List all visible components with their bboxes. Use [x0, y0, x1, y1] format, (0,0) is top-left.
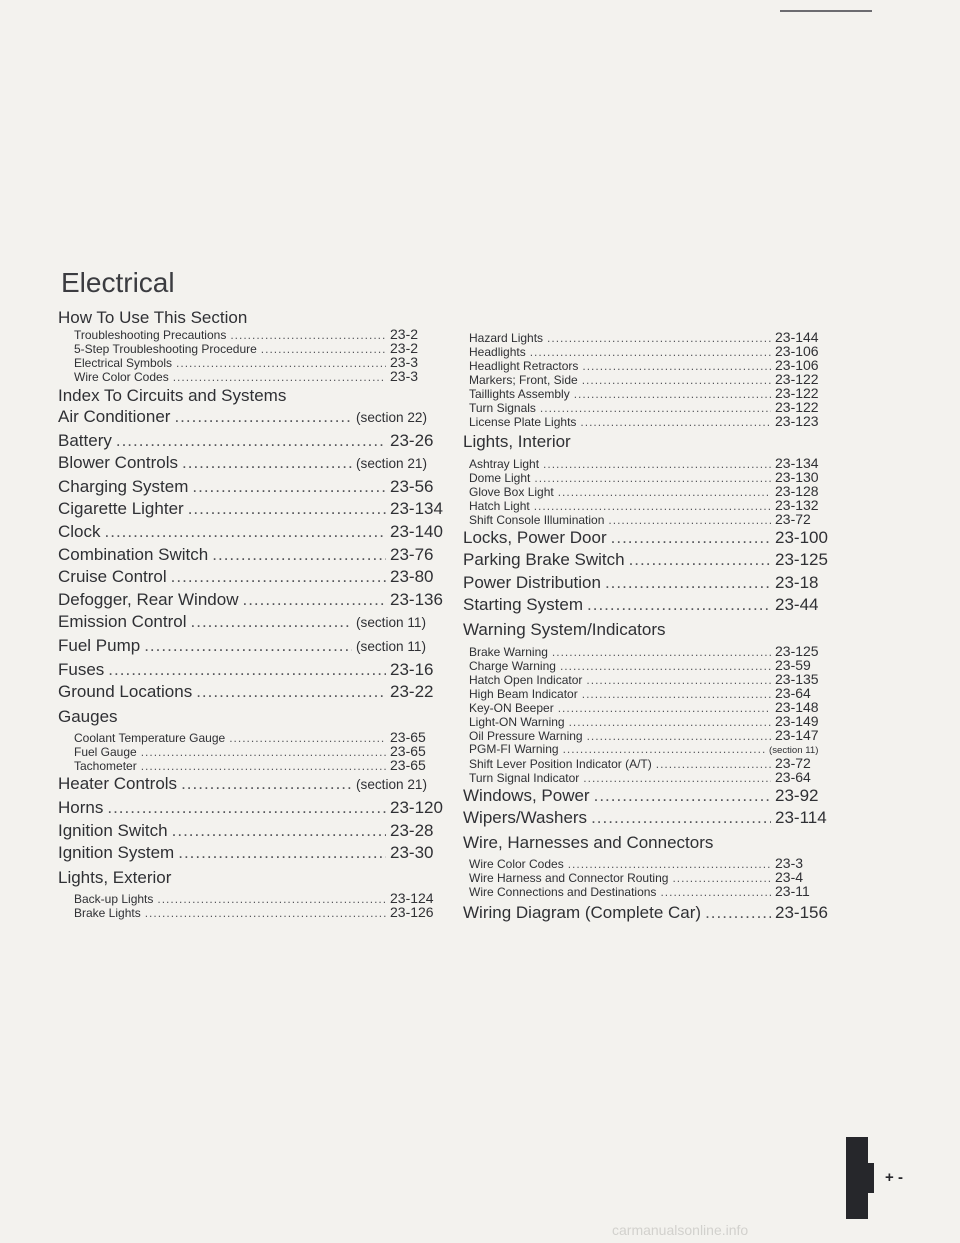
- entry-label: Charging System: [58, 476, 189, 496]
- entry-label: Shift Lever Position Indicator (A/T): [469, 756, 652, 771]
- entry-label: Ignition Switch: [58, 820, 168, 840]
- entry-page: 23-114: [775, 808, 827, 828]
- leader-dots: [192, 476, 386, 499]
- entry-label: Locks, Power Door: [463, 527, 607, 547]
- entry-label: Hatch Open Indicator: [469, 672, 583, 687]
- leader-dots: [672, 872, 771, 885]
- toc-entry: [463, 415, 843, 429]
- leader-dots: [261, 343, 386, 356]
- toc-entry: [463, 785, 843, 808]
- toc-entry: [58, 476, 458, 499]
- toc-entry: [58, 544, 458, 567]
- entry-label: Clock: [58, 521, 101, 541]
- toc-entry: [58, 635, 458, 659]
- leader-dots: [157, 893, 386, 906]
- entry-page: 23-26: [390, 430, 434, 450]
- leader-dots: [534, 500, 771, 513]
- entry-label: Battery: [58, 430, 112, 450]
- leader-dots: [181, 773, 352, 796]
- toc-entry: [58, 773, 458, 797]
- entry-label: Power Distribution: [463, 572, 601, 592]
- entry-label: Brake Lights: [74, 906, 141, 921]
- entry-label: Ignition System: [58, 843, 175, 863]
- entry-page: 23-125: [775, 642, 819, 659]
- entry-page: 23-148: [775, 698, 819, 715]
- entry-label: Dome Light: [469, 470, 531, 485]
- entry-label: Wire Connections and Destinations: [469, 885, 657, 900]
- entry-page: 23-134: [390, 499, 443, 519]
- entry-label: Shift Console Illumination: [469, 512, 605, 527]
- toc-entry: [58, 498, 458, 521]
- entry-page: 23-76: [390, 544, 434, 564]
- entry-label: Wiring Diagram (Complete Car): [463, 903, 702, 923]
- entry-label: Cruise Control: [58, 567, 167, 587]
- leader-dots: [141, 760, 386, 773]
- entry-label: Fuel Pump: [58, 635, 141, 655]
- leader-dots: [605, 572, 771, 595]
- toc-entry: [463, 768, 843, 785]
- entry-label: Key-ON Beeper: [469, 700, 554, 715]
- leader-dots: [608, 514, 771, 527]
- warning-list: [463, 642, 843, 785]
- entry-label: Brake Warning: [469, 644, 548, 659]
- entry-label: PGM-FI Warning: [469, 741, 559, 756]
- entry-label: Hatch Light: [469, 498, 530, 513]
- leader-dots: [173, 371, 386, 384]
- leader-dots: [172, 820, 386, 843]
- how-to-list: [58, 328, 458, 384]
- leader-dots: [594, 785, 771, 808]
- toc-entry: [463, 572, 843, 595]
- toc-entry: [58, 589, 458, 612]
- leader-dots: [552, 646, 771, 659]
- entry-page: 23-126: [390, 904, 434, 921]
- toc-entry: [463, 594, 843, 617]
- entry-label: Coolant Temperature Gauge: [74, 731, 226, 746]
- entry-label: Headlights: [469, 345, 526, 359]
- toc-entry: [463, 527, 843, 550]
- entry-page: 23-16: [390, 659, 434, 679]
- toc-entry: [58, 681, 458, 704]
- entry-page: (section 11): [356, 615, 427, 631]
- entry-page: 23-106: [775, 343, 819, 359]
- entry-page: 23-124: [390, 890, 434, 907]
- toc-entry: [463, 885, 843, 899]
- entry-label: Tachometer: [74, 759, 137, 774]
- entry-label: Back-up Lights: [74, 892, 154, 907]
- entry-page: 23-22: [390, 682, 434, 702]
- leader-dots: [660, 886, 771, 899]
- lights-exterior-list: [58, 892, 458, 920]
- entry-label: Ashtray Light: [469, 456, 540, 471]
- entry-label: Wire Harness and Connector Routing: [469, 871, 669, 886]
- entry-page: 23-3: [775, 855, 804, 872]
- plus-minus-icon: + -: [874, 1163, 914, 1193]
- toc-entry: [463, 549, 843, 572]
- entry-label: Heater Controls: [58, 774, 178, 794]
- section-heading-gauges: Gauges: [58, 706, 118, 726]
- entry-label: 5-Step Troubleshooting Procedure: [74, 342, 257, 356]
- entry-label: High Beam Indicator: [469, 686, 578, 701]
- entry-label: Turn Signals: [469, 401, 536, 415]
- entry-label: Combination Switch: [58, 544, 209, 564]
- entry-label: License Plate Lights: [469, 415, 577, 429]
- toc-entry: [58, 406, 458, 430]
- entry-label: Emission Control: [58, 612, 187, 632]
- leader-dots: [174, 406, 352, 429]
- toc-entry: [58, 370, 458, 384]
- entry-label: Oil Pressure Warning: [469, 728, 583, 743]
- entry-label: Air Conditioner: [58, 407, 171, 426]
- leader-dots: [587, 730, 771, 743]
- entry-page: 23-135: [775, 670, 819, 687]
- entry-page: 23-28: [390, 820, 434, 840]
- entry-page: (section 21): [356, 456, 428, 472]
- left-column: [58, 306, 458, 920]
- entry-label: Starting System: [463, 595, 583, 615]
- leader-dots: [568, 858, 771, 871]
- leader-dots: [144, 635, 352, 658]
- leader-dots: [583, 772, 771, 785]
- entry-page: 23-128: [775, 482, 819, 499]
- leader-dots: [560, 660, 771, 673]
- index-list-2: [58, 773, 458, 864]
- toc-entry-wiring-diagram: [463, 902, 843, 925]
- entry-page: (section 21): [356, 777, 428, 793]
- entry-page: 23-3: [390, 354, 419, 370]
- lights-interior-list: [463, 454, 843, 527]
- leader-dots: [530, 346, 771, 359]
- entry-label: Fuses: [58, 659, 105, 679]
- leader-dots: [580, 416, 771, 429]
- entry-page: 23-56: [390, 476, 434, 496]
- leader-dots: [587, 594, 771, 617]
- entry-page: 23-136: [390, 589, 443, 609]
- section-heading-index: Index To Circuits and Systems: [58, 386, 287, 405]
- section-heading-lights-exterior: Lights, Exterior: [58, 867, 172, 887]
- entry-page: 23-122: [775, 371, 819, 387]
- entry-label: Electrical Symbols: [74, 356, 173, 370]
- entry-page: 23-30: [390, 843, 434, 863]
- entry-label: Troubleshooting Precautions: [74, 328, 227, 342]
- leader-dots: [558, 486, 771, 499]
- leader-dots: [705, 902, 771, 925]
- entry-page: 23-120: [390, 797, 443, 817]
- entry-page: 23-72: [775, 510, 811, 527]
- leader-dots: [229, 732, 386, 745]
- toc-entry: [463, 726, 843, 743]
- entry-page: 23-149: [775, 712, 819, 729]
- entry-page: 23-72: [775, 754, 811, 771]
- entry-page: 23-2: [390, 340, 419, 356]
- entry-page: 23-80: [390, 567, 434, 587]
- entry-page: (section 22): [356, 410, 428, 425]
- section-heading-lights-interior: Lights, Interior: [463, 432, 571, 451]
- right-column: [463, 331, 843, 925]
- toc-entry: [58, 452, 458, 476]
- entry-page: 23-65: [390, 743, 426, 760]
- leader-dots: [212, 544, 386, 567]
- entry-page: 23-4: [775, 869, 804, 886]
- entry-label: Headlight Retractors: [469, 359, 579, 373]
- entry-page: 23-147: [775, 726, 819, 743]
- entry-label: Wipers/Washers: [463, 808, 588, 828]
- entry-page: 23-2: [390, 326, 419, 342]
- leader-dots: [176, 357, 386, 370]
- leader-dots: [547, 332, 771, 345]
- toc-entry: [58, 430, 458, 453]
- lights-exterior-cont-list: [463, 331, 843, 429]
- entry-page: 23-64: [775, 768, 811, 785]
- section-heading-warning: Warning System/Indicators: [463, 619, 666, 639]
- leader-dots: [563, 743, 765, 756]
- toc-entry: [58, 566, 458, 589]
- entry-page: 23-65: [390, 729, 426, 746]
- leader-dots: [543, 458, 771, 471]
- entry-page: 23-134: [775, 454, 819, 471]
- entry-page: 23-125: [775, 550, 828, 570]
- leader-dots: [242, 589, 386, 612]
- entry-page: 23-18: [775, 572, 819, 592]
- entry-label: Ground Locations: [58, 682, 193, 702]
- entry-label: Defogger, Rear Window: [58, 589, 239, 609]
- leader-dots: [141, 746, 386, 759]
- leader-dots: [191, 611, 353, 634]
- leader-dots: [582, 688, 771, 701]
- toc-entry: [463, 510, 843, 527]
- section-heading-how-to: How To Use This Section: [58, 308, 248, 327]
- toc-entry: [463, 807, 843, 830]
- entry-page: 23-130: [775, 468, 819, 485]
- entry-page: 23-44: [775, 595, 819, 615]
- entry-page: 23-92: [775, 785, 819, 805]
- entry-label: Blower Controls: [58, 453, 178, 473]
- entry-label: Windows, Power: [463, 785, 590, 805]
- toc-entry: [58, 906, 458, 920]
- entry-page: 23-156: [775, 903, 828, 923]
- gauges-list: [58, 731, 458, 773]
- leader-dots: [611, 527, 771, 550]
- entry-page: 23-65: [390, 757, 426, 774]
- entry-label: Horns: [58, 797, 104, 817]
- index-list: [58, 406, 458, 704]
- entry-label: Glove Box Light: [469, 484, 554, 499]
- leader-dots: [188, 498, 386, 521]
- entry-label: Cigarette Lighter: [58, 499, 184, 519]
- entry-label: Hazard Lights: [469, 331, 544, 345]
- leader-dots: [230, 329, 386, 342]
- entry-page: 23-123: [775, 413, 819, 429]
- leader-dots: [534, 472, 771, 485]
- entry-label: Turn Signal Indicator: [469, 770, 580, 785]
- leader-dots: [569, 716, 771, 729]
- entry-label: Wire Color Codes: [469, 857, 564, 872]
- entry-label: Parking Brake Switch: [463, 550, 625, 570]
- footer-watermark: carmanualsonline.info: [612, 1222, 749, 1238]
- entry-page: 23-122: [775, 385, 819, 401]
- section-heading-wire: Wire, Harnesses and Connectors: [463, 832, 714, 852]
- entry-page: 23-64: [775, 684, 811, 701]
- leader-dots: [540, 402, 771, 415]
- entry-page: 23-122: [775, 399, 819, 415]
- wire-list: [463, 857, 843, 899]
- entry-page: 23-106: [775, 357, 819, 373]
- entry-page: 23-100: [775, 527, 828, 547]
- toc-entry: [58, 611, 458, 635]
- leader-dots: [586, 674, 771, 687]
- leader-dots: [196, 681, 386, 704]
- entry-page: 23-3: [390, 368, 419, 384]
- leader-dots: [656, 758, 771, 771]
- entry-label: Markers; Front, Side: [469, 373, 578, 387]
- right-index-list-2: [463, 785, 843, 830]
- entry-page: 23-11: [775, 883, 810, 900]
- leader-dots: [105, 521, 386, 544]
- toc-entry: [58, 820, 458, 843]
- entry-label: Charge Warning: [469, 658, 556, 673]
- leader-dots: [178, 842, 386, 865]
- entry-label: Light-ON Warning: [469, 714, 565, 729]
- toc-entry: [58, 797, 458, 820]
- toc-entry: [58, 759, 458, 773]
- entry-page: (section 11): [769, 744, 819, 756]
- leader-dots: [107, 797, 386, 820]
- leader-dots: [108, 659, 386, 682]
- leader-dots: [591, 807, 771, 830]
- section-tab-c-logo: [846, 1137, 914, 1219]
- entry-page: 23-132: [775, 496, 819, 513]
- toc-entry: [58, 659, 458, 682]
- right-index-list: [463, 527, 843, 617]
- entry-label: Fuel Gauge: [74, 745, 137, 760]
- leader-dots: [629, 549, 771, 572]
- top-rule: [780, 10, 872, 12]
- entry-page: 23-140: [390, 521, 443, 541]
- entry-label: Wire Color Codes: [74, 370, 169, 384]
- entry-label: Taillights Assembly: [469, 387, 570, 401]
- toc-entry: [58, 521, 458, 544]
- leader-dots: [145, 907, 386, 920]
- page-title: Electrical: [61, 266, 175, 298]
- leader-dots: [574, 388, 771, 401]
- leader-dots: [116, 430, 386, 453]
- leader-dots: [182, 452, 352, 475]
- leader-dots: [171, 566, 386, 589]
- entry-page: 23-59: [775, 656, 811, 673]
- toc-entry: [58, 842, 458, 865]
- leader-dots: [558, 702, 771, 715]
- leader-dots: [582, 360, 771, 373]
- entry-page: 23-144: [775, 329, 819, 345]
- leader-dots: [582, 374, 771, 387]
- entry-page: (section 11): [356, 638, 427, 654]
